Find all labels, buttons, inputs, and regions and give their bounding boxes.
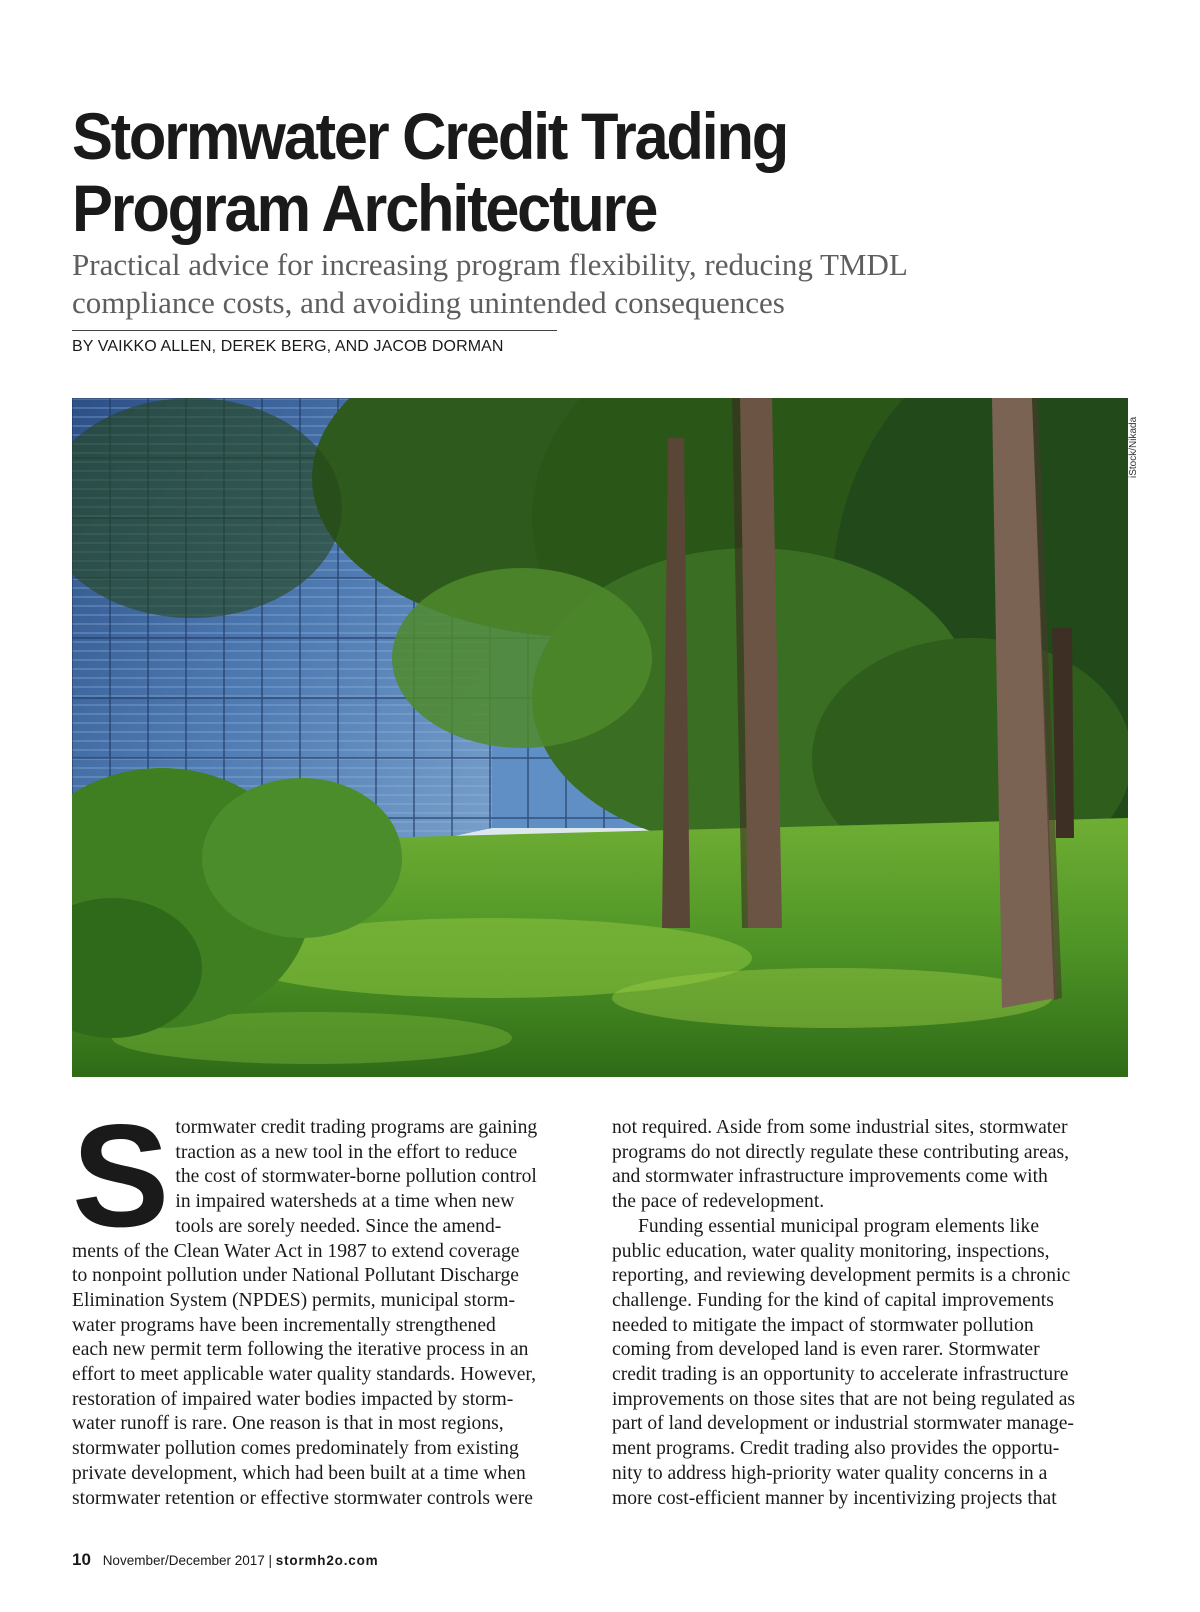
article-title-line-1: Stormwater Credit Trading <box>72 99 787 173</box>
page-number: 10 <box>72 1550 91 1569</box>
body-line: traction as a new tool in the effort to reduce <box>175 1141 518 1163</box>
body-line: to nonpoint pollution under National Pollutant Discharge <box>72 1265 519 1287</box>
body-paragraph <box>612 1116 1128 1215</box>
body-line: stormwater retention or effective stormwater controls were <box>72 1487 533 1509</box>
body-line: water runoff is rare. One reason is that in most regions, <box>72 1413 504 1435</box>
byline: BY VAIKKO ALLEN, DEREK BERG, AND JACOB DORMAN <box>72 338 504 355</box>
body-paragraph <box>612 1215 1128 1511</box>
body-line: programs do not directly regulate these contributing areas, <box>612 1141 1070 1163</box>
body-line: effort to meet applicable water quality standards. However, <box>72 1364 537 1386</box>
article-subtitle-line-1: Practical advice for increasing program flexibility, reducing TMDL <box>72 247 908 282</box>
body-line: stormwater pollution comes predominately from existing <box>72 1438 519 1460</box>
byline-divider <box>72 330 557 331</box>
body-line: challenge. Funding for the kind of capital improvements <box>612 1289 1054 1311</box>
body-line: not required. Aside from some industrial sites, stormwater <box>612 1117 1068 1138</box>
body-line: part of land development or industrial stormwater manage- <box>612 1413 1074 1435</box>
body-line: needed to mitigate the impact of stormwater pollution <box>612 1314 1034 1336</box>
body-column-left <box>72 1094 584 1511</box>
page-footer <box>72 1550 378 1570</box>
hero-photo <box>72 398 1128 1077</box>
body-line: improvements on those sites that are not being regulated as <box>612 1388 1076 1410</box>
body-line: more cost-efficient manner by incentivizing projects that <box>612 1487 1057 1509</box>
article-subtitle-line-2: compliance costs, and avoiding unintended consequences <box>72 285 785 320</box>
body-line: coming from developed land is even rarer. Stormwater <box>612 1339 1040 1361</box>
drop-cap: S <box>72 1094 168 1257</box>
body-line: public education, water quality monitoring, inspections, <box>612 1240 1050 1262</box>
body-line: ments of the Clean Water Act in 1987 to extend coverage <box>72 1240 520 1262</box>
body-line: tools are sorely needed. Since the amend- <box>175 1215 502 1237</box>
body-line: private development, which had been built at a time when <box>72 1462 526 1484</box>
body-line: water programs have been incrementally strengthened <box>72 1314 496 1336</box>
body-line: ment programs. Credit trading also provides the opportu- <box>612 1438 1060 1460</box>
body-line: and stormwater infrastructure improvements come with <box>612 1166 1048 1188</box>
body-line: tormwater credit trading programs are gaining <box>175 1117 538 1138</box>
body-line: reporting, and reviewing development permits is a chronic <box>612 1265 1071 1287</box>
body-line: credit trading is an opportunity to accelerate infrastructure <box>612 1364 1069 1386</box>
body-line: Funding essential municipal program elements like <box>638 1215 1040 1237</box>
body-line: Elimination System (NPDES) permits, municipal storm- <box>72 1289 516 1311</box>
body-line: restoration of impaired water bodies impacted by storm- <box>72 1388 514 1410</box>
body-line: nity to address high-priority water quality concerns in a <box>612 1462 1048 1484</box>
photo-credit: iStock/Nikada <box>1128 416 1139 478</box>
article-title-line-2: Program Architecture <box>72 171 657 245</box>
article-title <box>72 100 1039 244</box>
body-line: each new permit term following the iterative process in an <box>72 1339 529 1361</box>
body-line: the cost of stormwater-borne pollution control <box>175 1166 537 1188</box>
body-line: the pace of redevelopment. <box>612 1191 825 1213</box>
body-column-right <box>612 1116 1128 1511</box>
article-subtitle <box>72 246 1072 322</box>
issue-date: November/December 2017 | <box>102 1553 273 1568</box>
hero-photo-illustration <box>72 398 1128 1077</box>
body-line: in impaired watersheds at a time when new <box>175 1191 515 1213</box>
website-url: stormh2o.com <box>275 1553 379 1568</box>
